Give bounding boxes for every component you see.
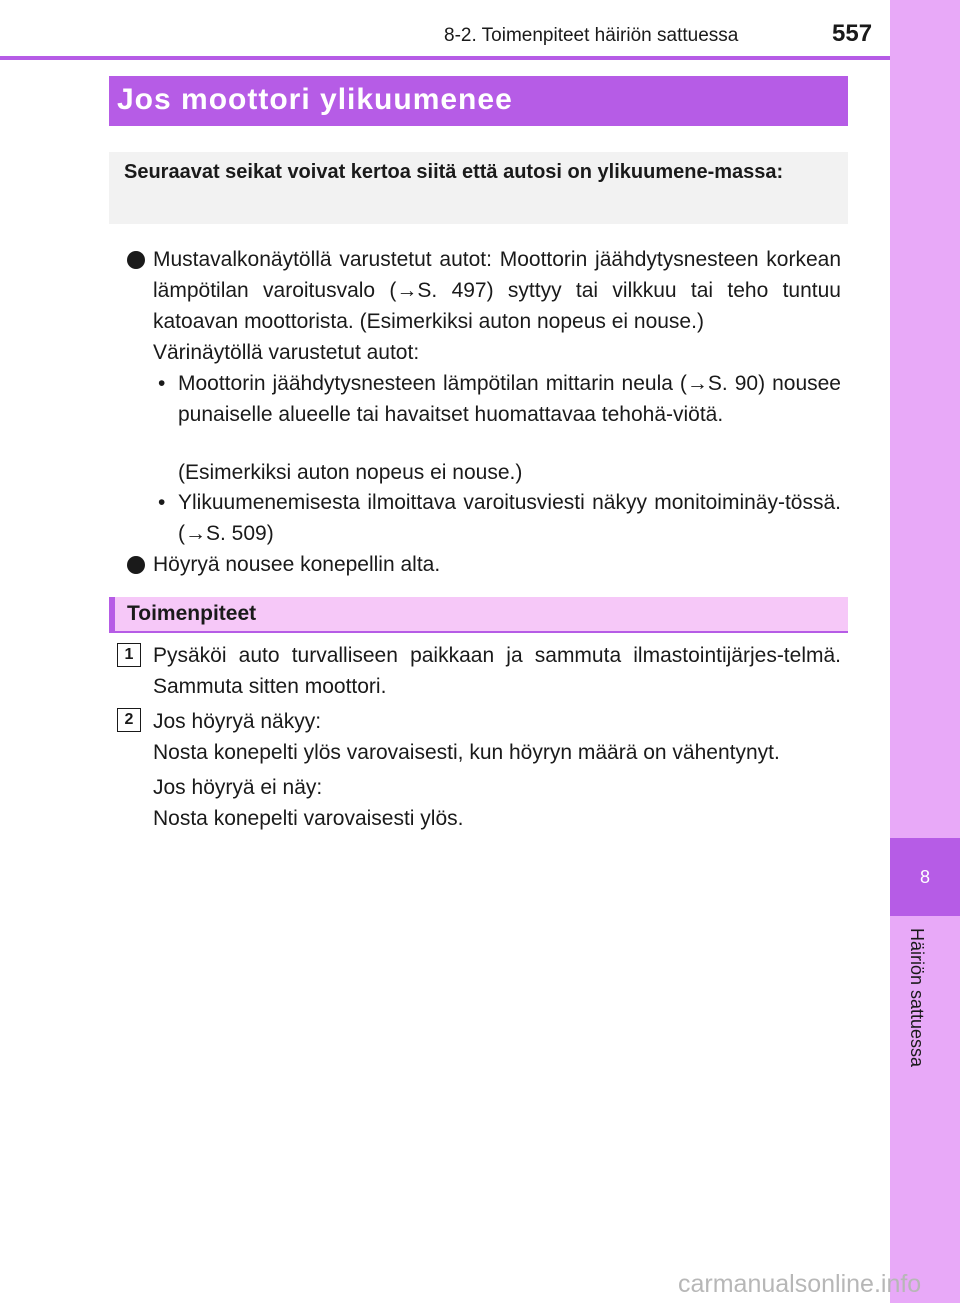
step-2-line-1: Jos höyryä näkyy: — [153, 710, 322, 733]
arrow-icon: → — [396, 279, 418, 302]
bullet-2-marker — [127, 556, 145, 574]
bullet-1-text-after: S. 497) syttyy tai vilkkuu tai teho tuntuu katoavan moottorista. (Esimerkiksi auton nopeus ei nouse.) — [153, 279, 841, 333]
intro-text: Seuraavat seikat voivat kertoa siitä että autosi on ylikuumene-massa: — [124, 161, 784, 183]
header-divider — [0, 56, 890, 60]
step-2-line-4: Nosta konepelti varovaisesti ylös. — [153, 807, 464, 830]
page-title: Jos moottori ylikuumenee — [109, 76, 848, 126]
sub-bullet-1-note: (Esimerkiksi auton nopeus ei nouse.) — [178, 461, 523, 484]
step-1-text: Pysäköi auto turvalliseen paikkaan ja sammuta ilmastointijärjes-telmä. Sammuta sitten moottori. — [153, 644, 841, 698]
sub-bullet-1-text — [178, 368, 841, 430]
sub-bullet-2-after: S. 509) — [206, 522, 274, 545]
bullet-1-subheading: Värinäytöllä varustetut autot: — [153, 341, 420, 364]
page-number: 557 — [832, 20, 873, 47]
step-2-line-2: Nosta konepelti ylös varovaisesti, kun höyryn määrä on vähentynyt. — [153, 741, 780, 764]
chapter-title-vertical: Häiriön sattuessa — [907, 928, 927, 1068]
measures-heading: Toimenpiteet — [109, 597, 848, 633]
sub-bullet-1-after: S. 90) nousee punaiselle alueelle tai havaitset huomattavaa tehohä-viötä. — [178, 372, 841, 426]
step-2-number: 2 — [117, 708, 141, 732]
header-section-title: 8-2. Toimenpiteet häiriön sattuessa — [444, 25, 739, 46]
bullet-1-text — [153, 244, 841, 337]
watermark-text: carmanualsonline.info — [678, 1270, 922, 1298]
arrow-icon: → — [686, 372, 708, 395]
sub-bullet-1-before: Moottorin jäähdytysnesteen lämpötilan mittarin neula ( — [178, 372, 687, 395]
chapter-number-tab[interactable]: 8 — [890, 838, 960, 916]
sub-bullet-2-marker: • — [158, 491, 166, 514]
sub-bullet-2-text — [178, 487, 841, 549]
sub-bullet-2-before: Ylikuumenemisesta ilmoittava varoitusviesti näkyy monitoiminäy-tössä. ( — [178, 491, 841, 545]
bullet-1-text-before: Mustavalkonäytöllä varustetut autot: Moottorin jäähdytysnesteen korkean lämpötilan varoitusvalo ( — [153, 248, 841, 302]
bullet-2-text: Höyryä nousee konepellin alta. — [153, 553, 441, 576]
bullet-1-marker — [127, 251, 145, 269]
sub-bullet-1-marker: • — [158, 372, 166, 395]
step-1-number: 1 — [117, 643, 141, 667]
arrow-icon: → — [185, 522, 206, 545]
step-2-line-3: Jos höyryä ei näy: — [153, 776, 323, 799]
side-tab — [890, 0, 960, 1303]
intro-box — [109, 152, 848, 224]
